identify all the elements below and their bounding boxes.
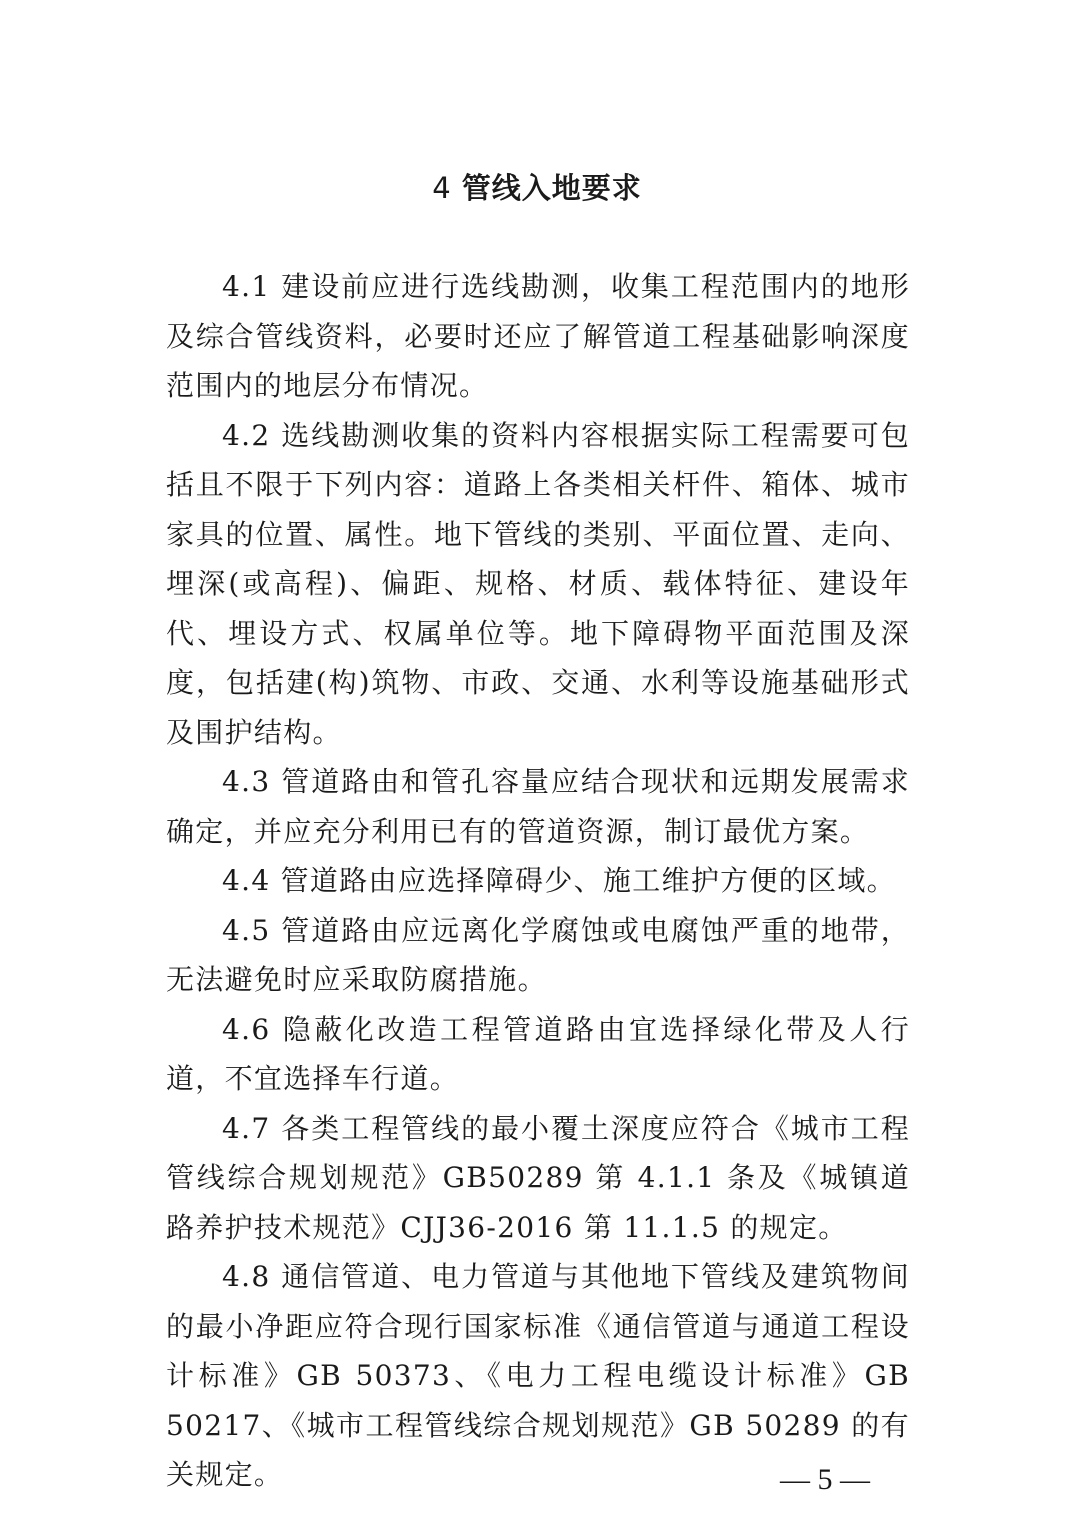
paragraph-4-1: 4.1 建设前应进行选线勘测，收集工程范围内的地形及综合管线资料，必要时还应了解管道工程基础影响深度范围内的地层分布情况。 [166,270,910,402]
paragraph-4-5: 4.5 管道路由应远离化学腐蚀或电腐蚀严重的地带，无法避免时应采取防腐措施。 [166,913,910,996]
section-title: 管线入地要求 [461,171,642,205]
section-body [166,262,910,1500]
paragraph-4-7: 4.7 各类工程管线的最小覆土深度应符合《城市工程管线综合规划规范》GB50289 第 4.1.1 条及《城镇道路养护技术规范》CJJ36-2016 第 11.1.5 的规定。 [166,1111,910,1244]
paragraph-4-4: 4.4 管道路由应选择障碍少、施工维护方便的区域。 [222,864,896,897]
paragraph-4-2: 4.2 选线勘测收集的资料内容根据实际工程需要可包括且不限于下列内容：道路上各类相关杆件、箱体、城市家具的位置、属性。地下管线的类别、平面位置、走向、埋深(或高程)、偏距、规格、材质、载体特征、建设年代、埋设方式、权属单位等。地下障碍物平面范围及深度，包括建(构)筑物、市政、交通、水利等设施基础形式及围护结构。 [166,418,910,749]
paragraph-4-8: 4.8 通信管道、电力管道与其他地下管线及建筑物间的最小净距应符合现行国家标准《通信管道与通道工程设计标准》GB 50373、《电力工程电缆设计标准》GB 50217、《城市工程管线综合规划规范》GB 50289 的有关规定。 [166,1260,910,1491]
section-number: 4 [432,171,452,205]
paragraph-4-6: 4.6 隐蔽化改造工程管道路由宜选择绿化带及人行道，不宜选择车行道。 [166,1012,910,1095]
page-number: — 5 — [780,1463,870,1496]
paragraph-4-3: 4.3 管道路由和管孔容量应结合现状和远期发展需求确定，并应充分利用已有的管道资源，制订最优方案。 [166,765,910,848]
section-heading [0,166,1074,210]
